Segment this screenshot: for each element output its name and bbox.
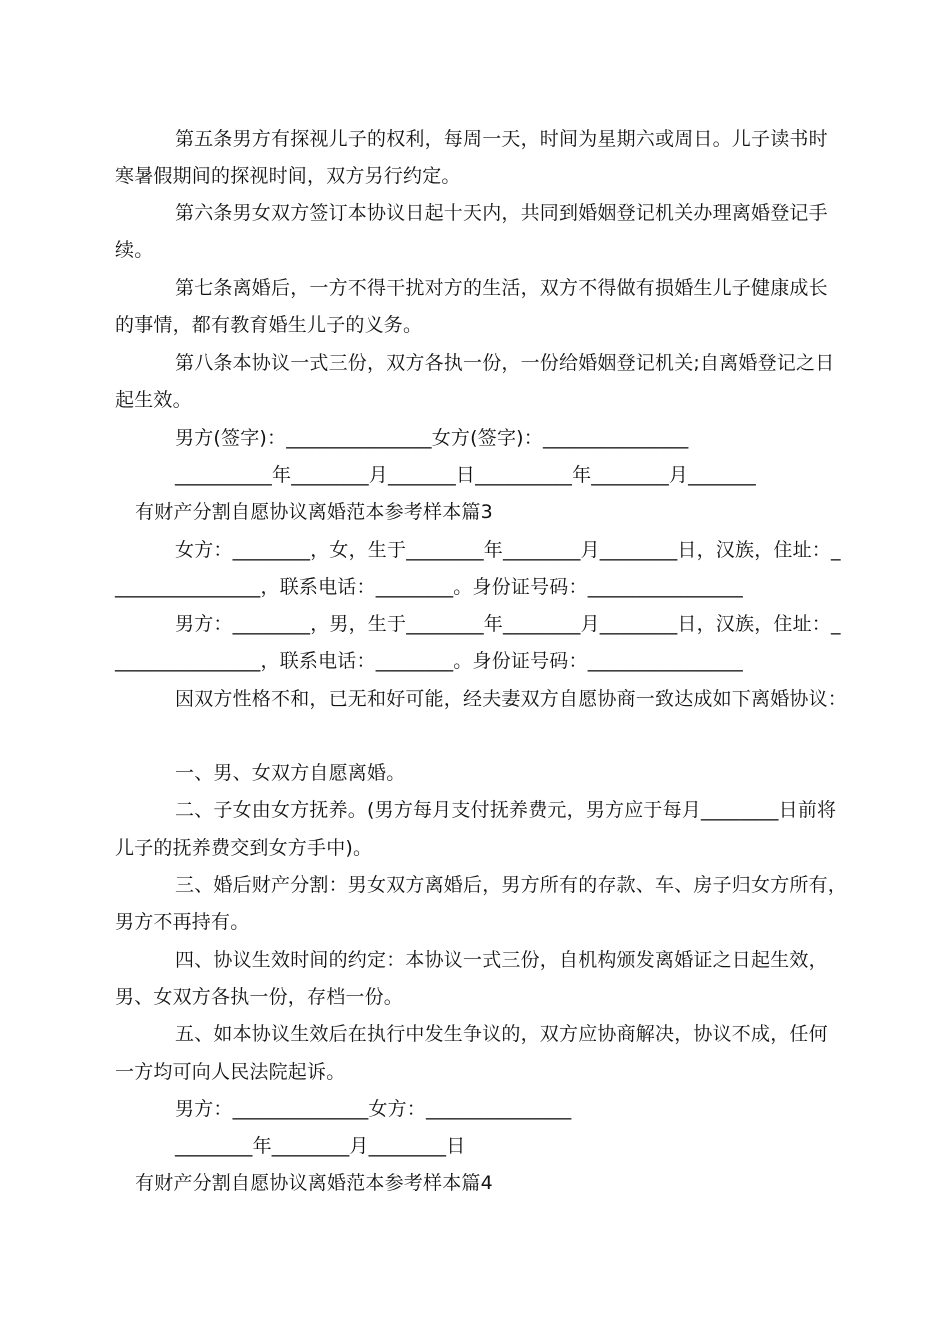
clause-4-line-1: 四、协议生效时间的约定：本协议一式三份，自机构颁发离婚证之日起生效， xyxy=(175,949,828,971)
article-5-line-1: 第五条男方有探视儿子的权利，每周一天，时间为星期六或周日。儿子读书时 xyxy=(175,128,828,150)
clause-2-line-1: 二、子女由女方抚养。(男方每月支付抚养费元，男方应于每月________日前将 xyxy=(175,799,837,821)
clause-5-line-2: 一方均可向人民法院起诉。 xyxy=(115,1061,346,1083)
article-8-line-2: 起生效。 xyxy=(115,389,192,411)
clause-5-line-1: 五、如本协议生效后在执行中发生争议的，双方应协商解决，协议不成，任何 xyxy=(175,1023,828,1045)
clause-1: 一、男、女双方自愿离婚。 xyxy=(175,762,406,784)
section-heading-4: 有财产分割自愿协议离婚范本参考样本篇4 xyxy=(135,1172,493,1194)
date-line-2: ________年________月________日 xyxy=(175,1135,466,1157)
article-6-line-2: 续。 xyxy=(115,239,154,261)
clause-3-line-2: 男方不再持有。 xyxy=(115,911,250,933)
article-6-line-1: 第六条男女双方签订本协议日起十天内，共同到婚姻登记机关办理离婚登记手 xyxy=(175,202,828,224)
section-heading-3: 有财产分割自愿协议离婚范本参考样本篇3 xyxy=(135,501,493,523)
clause-3-line-1: 三、婚后财产分割：男女双方离婚后，男方所有的存款、车、房子归女方所有， xyxy=(175,874,848,896)
clause-4-line-2: 男、女双方各执一份，存档一份。 xyxy=(115,986,404,1008)
article-8-line-1: 第八条本协议一式三份，双方各执一份，一份给婚姻登记机关;自离婚登记之日 xyxy=(175,352,835,374)
article-7-line-1: 第七条离婚后，一方不得干扰对方的生活，双方不得做有损婚生儿子健康成长 xyxy=(175,277,828,299)
signature-line: 男方(签字)：_______________女方(签字)：_______________ xyxy=(175,427,689,449)
agreement-intro: 因双方性格不和，已无和好可能，经夫妻双方自愿协商一致达成如下离婚协议： xyxy=(175,688,848,710)
article-7-line-2: 的事情，都有教育婚生儿子的义务。 xyxy=(115,314,423,336)
male-party-line-2: _______________，联系电话：________。身份证号码：________________ xyxy=(115,650,743,672)
female-party-line-1: 女方：________，女，生于________年________月________日，汉族，住址：_ xyxy=(175,539,841,561)
male-party-line-1: 男方：________，男，生于________年________月________日，汉族，住址：_ xyxy=(175,613,841,635)
female-party-line-2: _______________，联系电话：________。身份证号码：________________ xyxy=(115,576,743,598)
date-line: __________年________月_______日__________年________月_______ xyxy=(175,464,757,486)
signature-line-2: 男方：______________女方：_______________ xyxy=(175,1098,572,1120)
article-5-line-2: 寒暑假期间的探视时间，双方另行约定。 xyxy=(115,165,461,187)
clause-2-line-2: 儿子的抚养费交到女方手中)。 xyxy=(115,837,373,859)
